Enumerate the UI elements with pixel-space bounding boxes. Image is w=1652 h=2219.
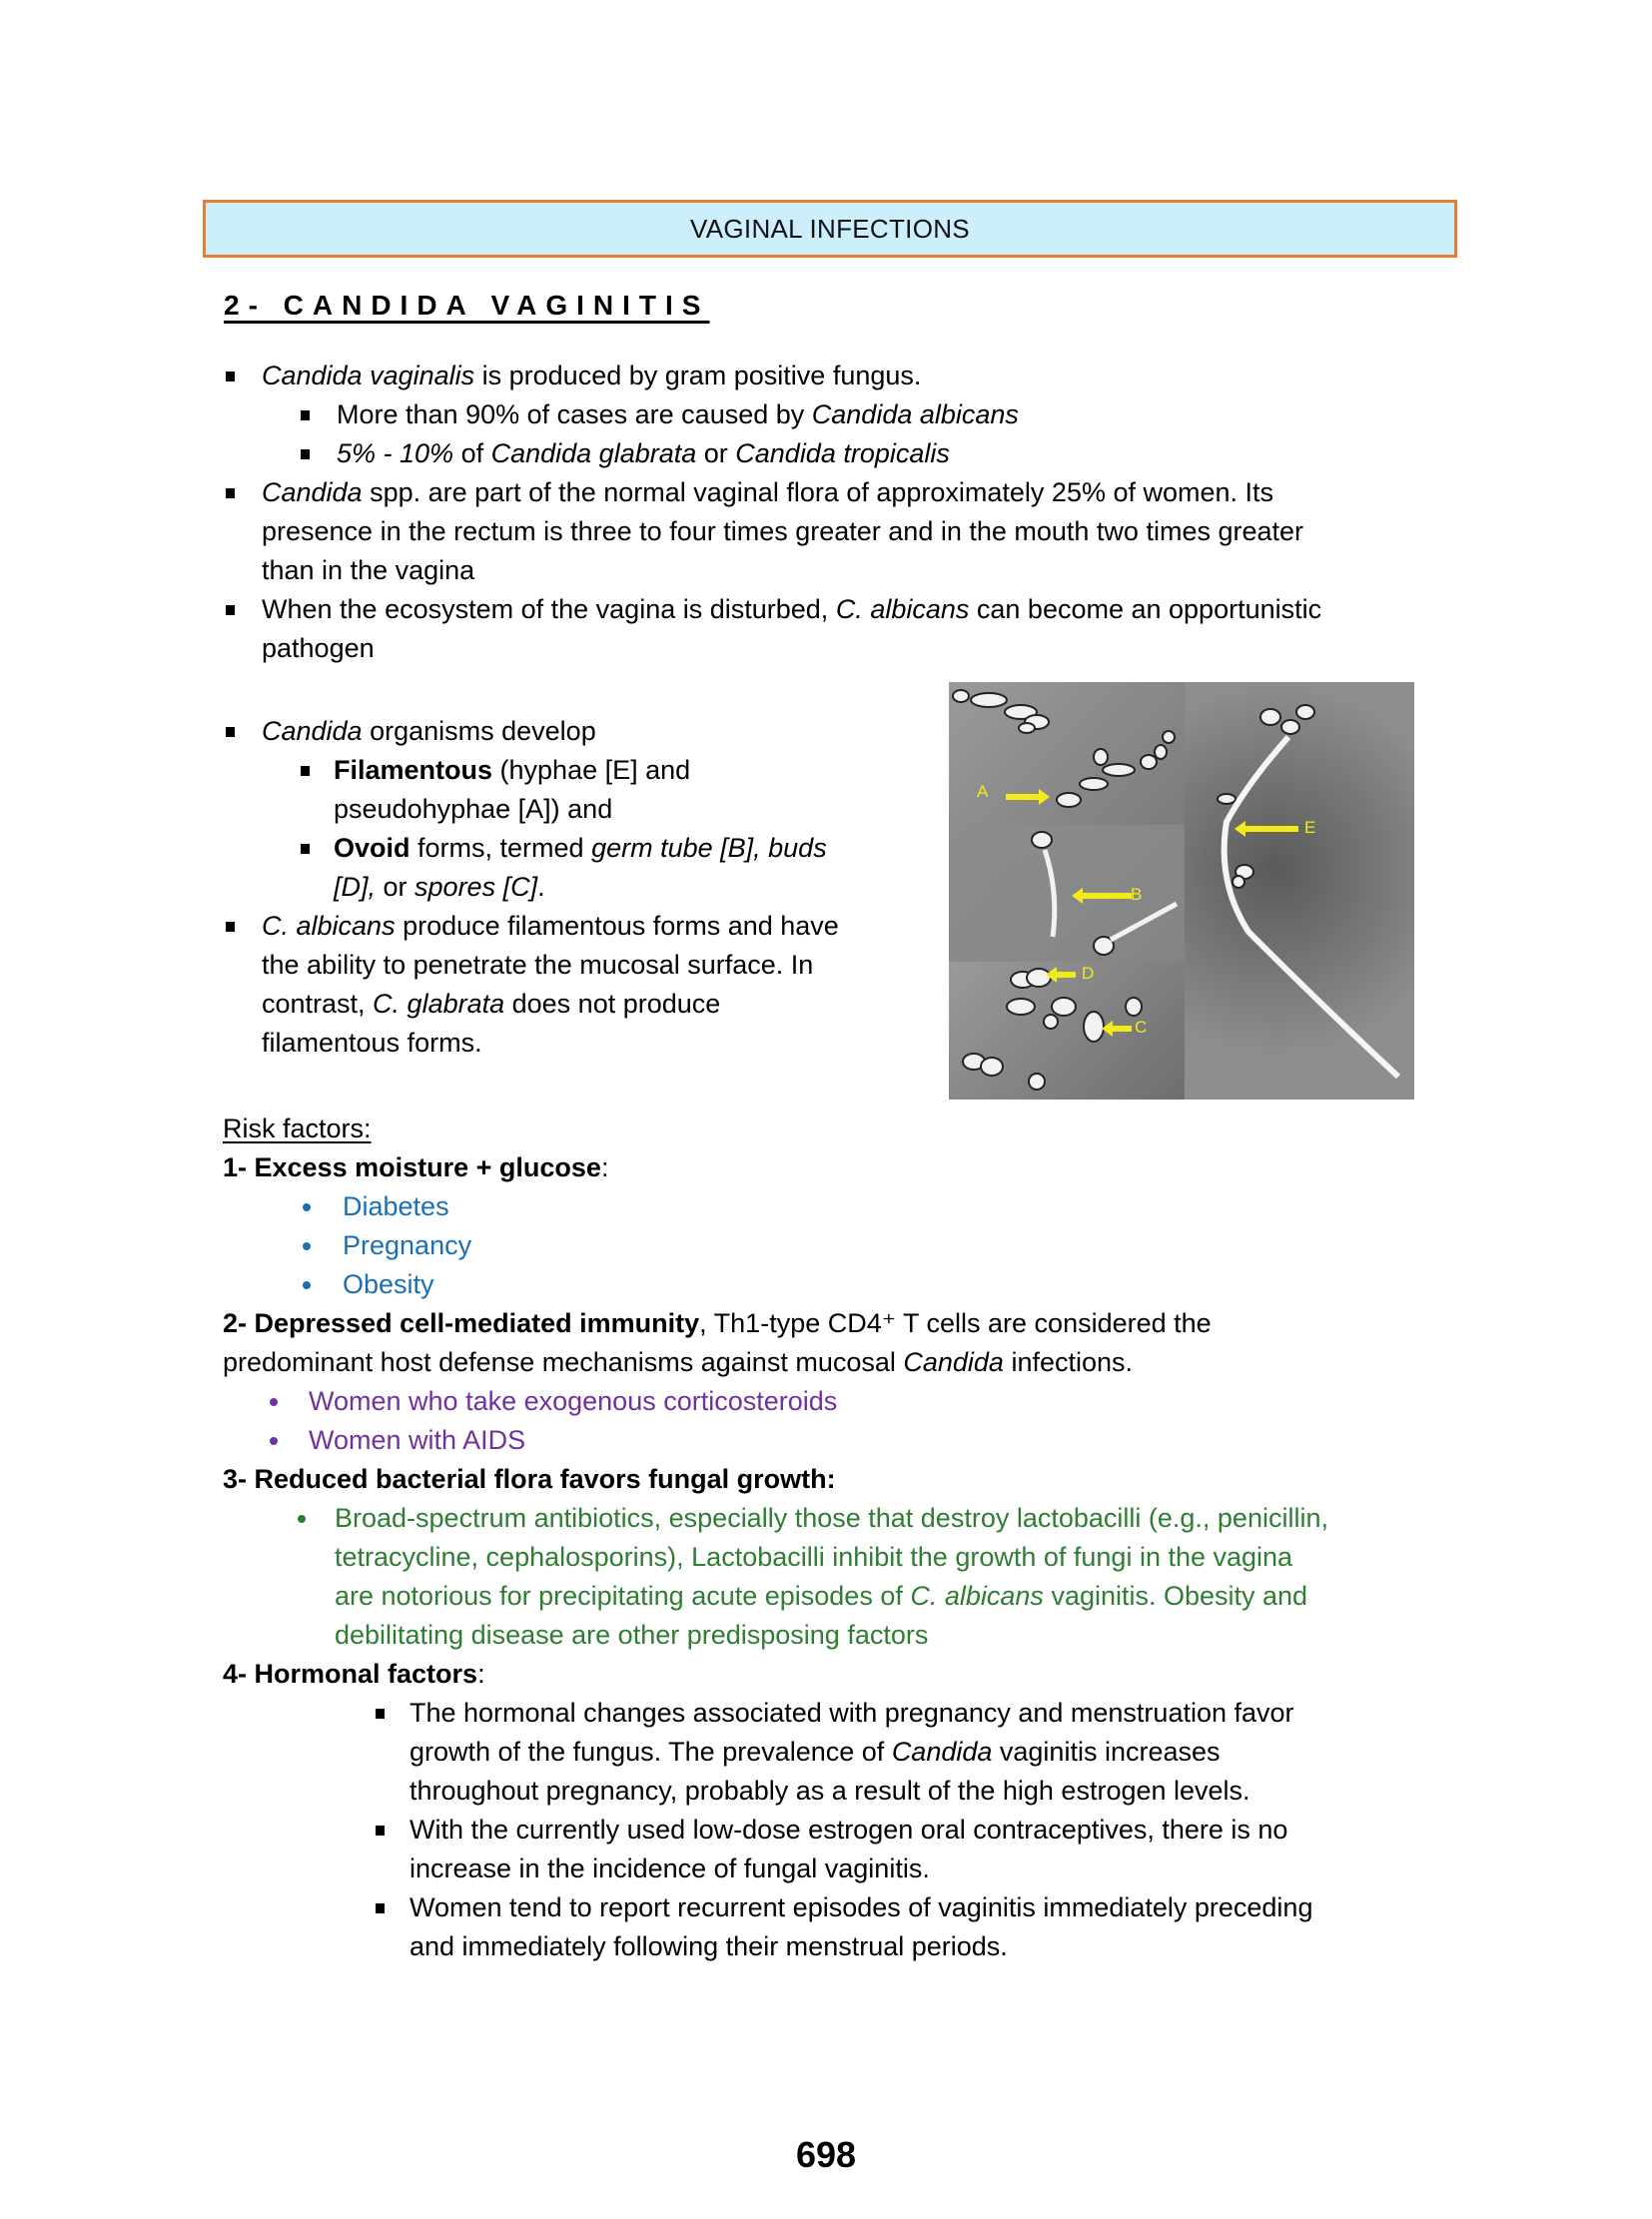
bullet-square-icon [226,357,235,395]
risk-factor-4-heading: 4- Hormonal factors: [223,1659,485,1689]
intro-sub-1: More than 90% of cases are caused by Candida albicans [337,399,1019,429]
bullet-square-icon [301,434,310,473]
label-C: C [1135,1018,1148,1037]
label-B: B [1131,885,1143,904]
bullet-dot-icon [303,1187,311,1226]
micrograph-cells-drawing [949,682,1414,1100]
risk-item-obesity: Obesity [343,1269,434,1299]
label-D: D [1082,964,1095,983]
bullet-square-icon [226,907,235,946]
intro-bullet-3: When the ecosystem of the vagina is disturbed, C. albicans can become an opportunistic pathogen [262,594,1322,663]
hormonal-bullet-1: The hormonal changes associated with pregnancy and menstruation favor growth of the fungus. The prevalence of Candida vaginitis increases throughout pregnancy, probably as a result of the high estrogen levels. [410,1698,1294,1806]
risk-factor-1-heading: 1- Excess moisture + glucose: [223,1152,609,1182]
bullet-square-icon [301,751,310,790]
arrow-right-icon [1006,794,1040,800]
hormonal-bullet-3: Women tend to report recurrent episodes of vaginitis immediately preceding and immediately following their menstrual periods. [410,1892,1313,1961]
label-E: E [1304,818,1316,837]
forms-bullet-2: C. albicans produce filamentous forms and have the ability to penetrate the mucosal surface. In contrast, C. glabrata does not produce filamentous forms. [262,911,839,1058]
candida-micrograph-figure [949,682,1414,1100]
risk-item-antibiotics: Broad-spectrum antibiotics, especially those that destroy lactobacilli (e.g., penicillin, tetracycline, cephalosporins), Lactobacilli inhibit the growth of fungi in the vagina are notorious for precipitating acute episodes of C. albicans vaginitis. Obesity and debilitating disease are other predisposing factors [335,1503,1328,1650]
arrow-left-icon [1082,893,1132,899]
bullet-dot-icon [270,1382,278,1421]
intro-bullet-2: Candida spp. are part of the normal vaginal flora of approximately 25% of women. Its presence in the rectum is three to four times greater and in the mouth two times greater than in the vagina [262,477,1304,585]
bullet-square-icon [226,590,235,629]
risk-item-pregnancy: Pregnancy [343,1230,472,1260]
intro-bullet-1: Candida vaginalis is produced by gram positive fungus. [262,361,922,390]
bullet-square-icon [226,473,235,512]
forms-sub-2: Ovoid forms, termed germ tube [B], buds [D], or spores [C]. [334,833,827,902]
bullet-square-icon [376,1811,385,1849]
hormonal-bullet-2: With the currently used low-dose estrogen oral contraceptives, there is no increase in the incidence of fungal vaginitis. [410,1815,1288,1883]
arrow-left-icon [1112,1026,1132,1032]
bullet-square-icon [376,1888,385,1927]
chapter-title: VAGINAL INFECTIONS [690,213,970,244]
risk-item-diabetes: Diabetes [343,1191,449,1221]
forms-sub-1: Filamentous (hyphae [E] and pseudohyphae [A]) and [334,755,691,824]
bullet-dot-icon [298,1499,306,1538]
bullet-square-icon [301,395,310,434]
risk-item-corticosteroids: Women who take exogenous corticosteroids [309,1386,838,1416]
page-number: 698 [795,2134,857,2175]
section-title: 2- CANDIDA VAGINITIS [224,290,710,321]
bullet-square-icon [301,829,310,868]
bullet-dot-icon [270,1421,278,1460]
risk-item-aids: Women with AIDS [309,1425,526,1455]
risk-factor-3-heading: 3- Reduced bacterial flora favors fungal growth: [223,1464,836,1494]
bullet-square-icon [376,1694,385,1733]
bullet-dot-icon [303,1265,311,1304]
chapter-header [203,200,1457,258]
forms-bullet-1: Candida organisms develop [262,716,596,746]
bullet-square-icon [226,712,235,751]
risk-factor-2: 2- Depressed cell-mediated immunity, Th1-type CD4⁺ T cells are considered the predominant host defense mechanisms against mucosal Candida infections. [223,1308,1212,1377]
bullet-dot-icon [303,1226,311,1265]
label-A: A [977,782,989,801]
risk-factors-heading: Risk factors: [223,1113,372,1143]
arrow-left-icon [1244,826,1298,832]
arrow-left-icon [1056,972,1076,978]
intro-sub-2: 5% - 10% of Candida glabrata or Candida tropicalis [337,438,950,468]
